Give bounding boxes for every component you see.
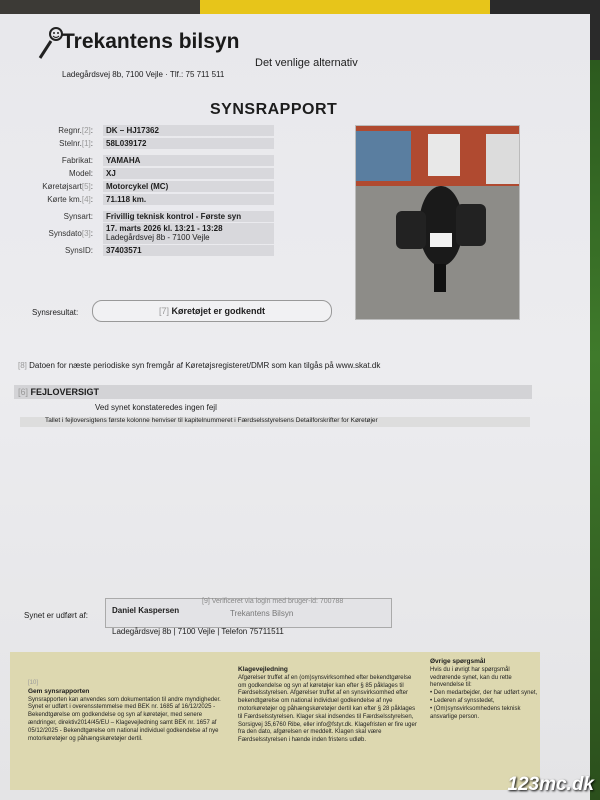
inspector-address: Ladegårdsvej 8b | 7100 Vejle | Telefon 75711511 xyxy=(112,627,284,636)
background-yellow-object xyxy=(200,0,490,14)
field-label-synsdato: Synsdato[3]: xyxy=(48,229,93,238)
result-box: [7] Køretøjet er godkendt xyxy=(92,300,332,322)
fejl-status: Ved synet konstateredes ingen fejl xyxy=(95,403,217,412)
field-label-stelnr: Stelnr.[1]: xyxy=(59,139,93,148)
result-label: Synsresultat: xyxy=(32,308,79,317)
field-value-stelnr: 58L039172 xyxy=(103,138,274,149)
list-item: • Den medarbejder, der har udført synet, xyxy=(430,690,538,697)
inspector-name: Daniel Kaspersen xyxy=(112,606,180,615)
inspector-label: Synet er udført af: xyxy=(24,611,89,620)
field-value-model: XJ xyxy=(103,168,274,179)
field-label-synsid: SynsID: xyxy=(64,246,93,255)
result-value: Køretøjet er godkendt xyxy=(171,306,266,316)
field-label-synsart: Synsart: xyxy=(63,212,93,221)
field-value-koretojsart: Motorcykel (MC) xyxy=(103,181,274,192)
field-value-synsid: 37403571 xyxy=(103,245,274,256)
watermark: 123mc.dk xyxy=(507,774,594,795)
list-item: • (Om)synsvirksomhedens teknisk ansvarlige person. xyxy=(430,705,521,720)
field-label-regnr: Regnr.[2]: xyxy=(58,126,93,135)
footer-col-questions: Øvrige spørgsmål Hvis du i øvrigt har spørgsmål vedrørende synet, kan du rette henvendelse til: • Den medarbejder, der har udført synet, • Lederen af synsstedet, • (Om)synsvirksomhedens teknisk ansvarlige person. xyxy=(430,658,538,720)
footer-col-complaint: Klagevejledning Afgørelser truffet af en (om)synsvirksomhed efter bekendtgørelse om godkendelse og syn af køretøjer kan efter § 85 påklages til Færdselsstyrelsen. Afgørelser truffet af en synsvirksomhed efter bekendtgørelse om national individuel godkendelse af nye motorkøretøjer og påhængskøretøjer dertil kan efter § 28 påklages til Færdselsstyrelsen. Klager skal indsendes til Færdselsstyrelsen, Sorsigvej 35,6760 Ribe, eller info@fstyr.dk. Klagefristen er fire uger fra den dato, afgørelsen er meddelt. Klagen skal være Færdselsstyrelsen i hænde inden fristens udløb. xyxy=(238,666,417,744)
inspector-verify: [9] Verificeret via login med bruger-id: 700788 xyxy=(202,598,344,605)
page-title: SYNSRAPPORT xyxy=(210,101,338,118)
synsdato-location: Ladegårdsvej 8b - 7100 Vejle xyxy=(106,233,210,242)
list-item: • Lederen af synsstedet, xyxy=(430,697,495,704)
field-label-model: Model: xyxy=(68,169,93,178)
logo-text: Trekantens bilsyn xyxy=(62,30,240,53)
vehicle-photo xyxy=(355,125,520,320)
field-value-synsdato xyxy=(103,223,274,244)
next-inspection-note: [8] Datoen for næste periodiske syn fremgår af Køretøjsregisteret/DMR som kan tilgås på www.skat.dk xyxy=(18,361,381,370)
field-value-fabrikat: YAMAHA xyxy=(103,155,274,166)
inspector-company: Trekantens Bilsyn xyxy=(230,609,294,618)
field-value-km: 71.118 km. xyxy=(103,194,274,205)
field-label-koretojsart: Køretøjsart[5]: xyxy=(42,182,93,191)
fejl-heading: [6] FEJLOVERSIGT xyxy=(14,385,532,399)
info-footer xyxy=(10,652,540,790)
field-label-fabrikat: Fabrikat: xyxy=(61,156,93,165)
fejl-info: Tallet i fejloversigtens første kolonne henviser til kapitelnummeret i Færdselsstyrelsens Detailforskrifter for Køretøjer xyxy=(45,417,378,424)
footer-col-save: [10] Gem synsrapporten Synsrapporten kan anvendes som dokumentation til andre myndigheder. Synet er udført i overensstemmelse med BEK nr. 1685 af 16/12/2025 - Bekendtgørelse om godkendelse og syn af køretøjer, med senere ændringer, direktiv2014/45/EU – Klagevejledning samt BEK nr. 1657 af 05/12/2025 - Bekendtgørelse om national individuel godkendelse af nye motorkøretøjer og påhængskøretøjer dertil. xyxy=(28,680,221,742)
tagline: Det venlige alternativ xyxy=(255,57,358,69)
synsdato-time: 17. marts 2026 kl. 13:21 - 13:28 xyxy=(106,224,223,233)
field-value-synsart: Frivillig teknisk kontrol - Første syn xyxy=(103,211,274,222)
header-address: Ladegårdsvej 8b, 7100 Vejle · Tlf.: 75 711 511 xyxy=(62,70,225,79)
field-label-km: Kørte km.[4]: xyxy=(47,195,93,204)
field-value-regnr: DK – HJ17362 xyxy=(103,125,274,136)
